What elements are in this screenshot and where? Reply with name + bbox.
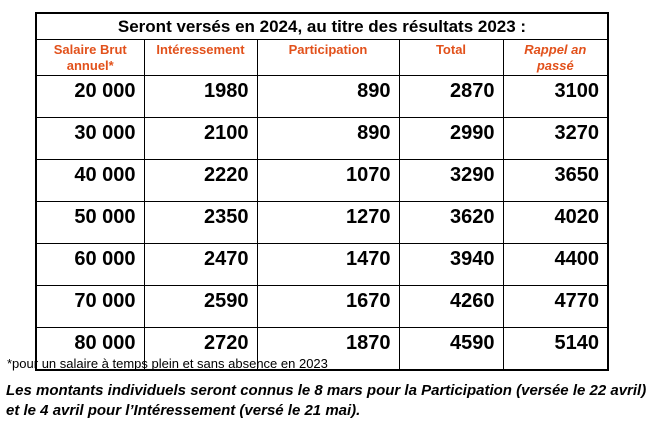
salary-footnote: *pour un salaire à temps plein et sans absence en 2023 — [7, 356, 328, 371]
cell-rappel: 3100 — [503, 76, 608, 118]
table-title: Seront versés en 2024, au titre des résultats 2023 : — [36, 13, 608, 40]
cell-rappel: 5140 — [503, 328, 608, 371]
cell-interessement: 2720 — [144, 328, 257, 371]
cell-participation: 1070 — [257, 160, 399, 202]
cell-participation: 1470 — [257, 244, 399, 286]
cell-total: 4590 — [399, 328, 503, 371]
cell-rappel: 4020 — [503, 202, 608, 244]
cell-total: 2990 — [399, 118, 503, 160]
cell-interessement: 1980 — [144, 76, 257, 118]
cell-salaire: 40 000 — [36, 160, 144, 202]
cell-salaire: 80 000 — [36, 328, 144, 371]
cell-participation: 1870 — [257, 328, 399, 371]
cell-total: 3620 — [399, 202, 503, 244]
table-row — [36, 244, 608, 286]
cell-interessement: 2220 — [144, 160, 257, 202]
cell-rappel: 4400 — [503, 244, 608, 286]
payment-dates-note: Les montants individuels seront connus le 8 mars pour la Participation (versée le 22 avril) et le 4 avril pour l’Intéressement (versé le 21 mai). — [6, 382, 647, 419]
table-row — [36, 286, 608, 328]
cell-total: 3290 — [399, 160, 503, 202]
cell-total: 4260 — [399, 286, 503, 328]
cell-rappel: 4770 — [503, 286, 608, 328]
column-header-total: Total — [399, 40, 503, 76]
cell-interessement: 2100 — [144, 118, 257, 160]
column-header-interessement: Intéressement — [144, 40, 257, 76]
cell-salaire: 30 000 — [36, 118, 144, 160]
column-header-salaire-brut-annuel: Salaire Brut annuel* — [36, 40, 144, 76]
cell-participation: 1670 — [257, 286, 399, 328]
cell-interessement: 2350 — [144, 202, 257, 244]
cell-interessement: 2590 — [144, 286, 257, 328]
cell-salaire: 60 000 — [36, 244, 144, 286]
table-row — [36, 202, 608, 244]
cell-total: 3940 — [399, 244, 503, 286]
cell-salaire: 20 000 — [36, 76, 144, 118]
cell-rappel: 3650 — [503, 160, 608, 202]
cell-rappel: 3270 — [503, 118, 608, 160]
cell-participation: 1270 — [257, 202, 399, 244]
cell-salaire: 50 000 — [36, 202, 144, 244]
table-row — [36, 76, 608, 118]
cell-salaire: 70 000 — [36, 286, 144, 328]
cell-participation: 890 — [257, 118, 399, 160]
table-row — [36, 160, 608, 202]
column-header-participation: Participation — [257, 40, 399, 76]
column-header-rappel-an-passe: Rappel an passé — [503, 40, 608, 76]
cell-total: 2870 — [399, 76, 503, 118]
table-header-row — [36, 40, 608, 76]
cell-interessement: 2470 — [144, 244, 257, 286]
results-table — [35, 12, 609, 371]
table-row — [36, 118, 608, 160]
cell-participation: 890 — [257, 76, 399, 118]
table-title-row — [36, 13, 608, 40]
